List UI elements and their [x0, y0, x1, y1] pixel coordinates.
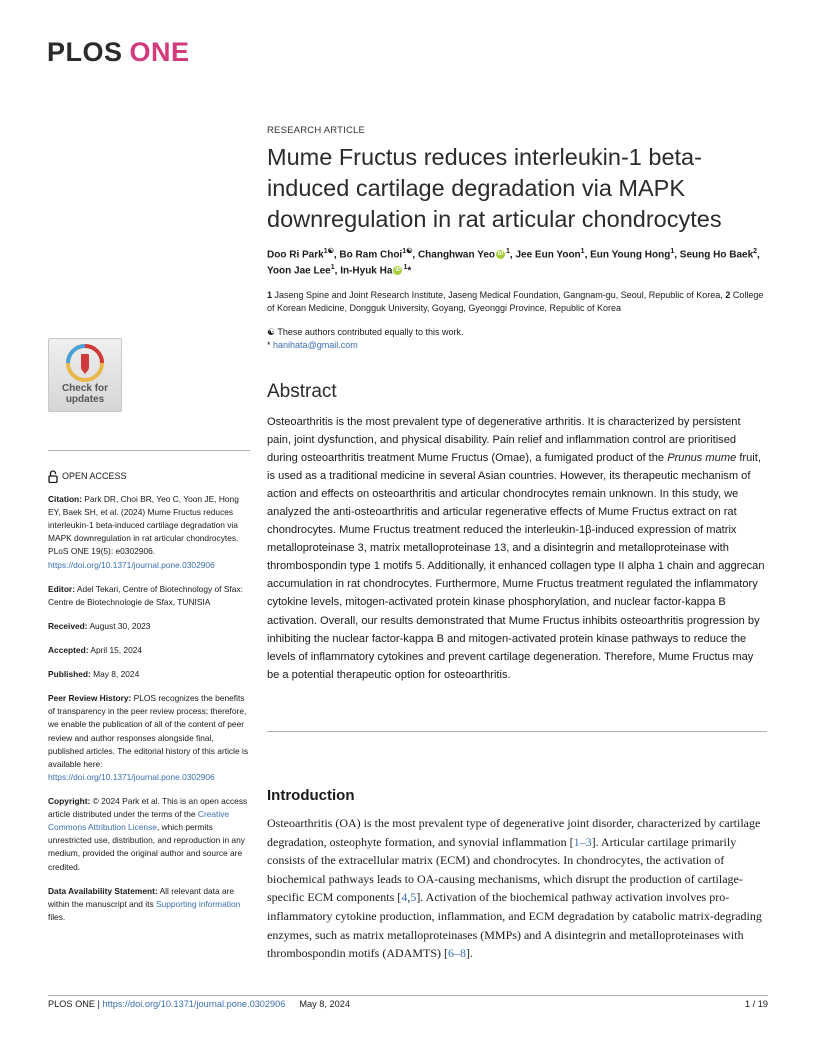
affiliation-2-number: 2 [725, 289, 731, 300]
footer-doi-link[interactable]: https://doi.org/10.1371/journal.pone.0302906 [102, 999, 286, 1009]
crossmark-icon [66, 344, 104, 382]
intro-text: ]. Activation of the biochemical pathway activation involves pro-inflammatory cytokine production, inflammation, and ECM degradation by catabolic matrix-degrading enzymes, such as matrix metalloproteinases (MMPs) and A disintegrin and metalloproteinases with thrombospondin motifs (ADAMTS) [ [267, 890, 762, 961]
peer-review-block [48, 692, 250, 784]
accepted-label: Accepted: [48, 645, 89, 656]
abstract-heading: Abstract [267, 380, 337, 402]
article-type: RESEARCH ARTICLE [267, 125, 366, 136]
published-block [48, 668, 250, 681]
data-availability-block [48, 885, 250, 924]
journal-logo[interactable] [47, 37, 190, 68]
accepted-block [48, 644, 250, 657]
intro-text: ]. [466, 946, 473, 961]
reference-link[interactable]: 5 [410, 890, 417, 905]
author-name: Eun Young Hong [590, 249, 671, 261]
author-affiliation-marker: 2 [753, 248, 758, 256]
copyright-label: Copyright: [48, 796, 91, 806]
data-availability-text: All relevant data are within the manuscript and its [48, 885, 235, 909]
introduction-section [267, 787, 767, 963]
published-date: May 8, 2024 [93, 669, 140, 680]
logo-plos: PLOS [47, 37, 123, 67]
affiliation-2: College of Korean Medicine, Dongguk University, Goyang, Gyeonggi Province, Republic of Korea [267, 289, 764, 314]
affiliation-1-number: 1 [267, 289, 273, 300]
author-name: Doo Ri Park [267, 249, 324, 261]
article-sidebar [48, 338, 250, 935]
affiliation-1: Jaseng Spine and Joint Research Institute, Jaseng Medical Foundation, Gangnam-gu, Seoul, Republic of Korea, [274, 289, 723, 300]
author-name: Seung Ho Baek [679, 249, 754, 261]
intro-text: Osteoarthritis (OA) is the most prevalent type of degenerative joint disorder, characterized by cartilage degradation, osteophyte formation, and synovial inflammation [ [267, 816, 761, 849]
author-name: Bo Ram Choi [339, 249, 403, 261]
abstract-divider [267, 731, 767, 732]
author-affiliation-marker: 1 [580, 248, 585, 256]
author-name: Changhwan Yeo [417, 249, 495, 261]
affiliations [267, 289, 767, 316]
copyright-text-end: , which permits unrestricted use, distribution, and reproduction in any medium, provided the original author and source are credited. [48, 822, 245, 872]
abstract-part-1: Osteoarthritis is the most prevalent type of degenerative arthritis. It is characterized by persistent pain, joint dysfunction, and physical disability. Pain relief and inflammation control are prioritised during osteoarthritis treatment Mume Fructus (Omae), a fumigated product of the [267, 415, 741, 464]
page-number: 1 / 19 [745, 999, 768, 1009]
author-affiliation-marker: 1☯ [402, 248, 413, 256]
footer-left [48, 999, 350, 1009]
citation-text: Park DR, Choi BR, Yeo C, Yoon JE, Hong EY, Baek SH, et al. (2024) Mume Fructus reduces interleukin-1 beta-induced cartilage degradation via MAPK downregulation in rat articular chondrocytes. PLoS ONE 19(5): e0302906. [48, 494, 239, 557]
citation-label: Citation: [48, 494, 82, 505]
intro-text: , [407, 890, 411, 905]
author-name: In-Hyuk Ha [340, 265, 393, 277]
accepted-date: April 15, 2024 [90, 645, 143, 656]
check-for-updates-badge[interactable] [48, 338, 122, 412]
author-name: Jee Eun Yoon [515, 249, 581, 261]
intro-text: ]. Articular cartilage primarily consists of the extracellular matrix (ECM) and chondrocytes. In chondrocytes, the activation of biochemical pathways leads to OA-causing mechanisms, which disrupt the production of cartilage-specific ECM components [ [267, 834, 743, 905]
peer-review-text: PLOS recognizes the benefits of transparency in the peer review process; therefore, we enable the publication of all of the content of peer review and author responses alongside final, published articles. The editorial history of this article is available here: [48, 693, 249, 769]
peer-review-label: Peer Review History: [48, 693, 132, 704]
introduction-paragraph [267, 814, 767, 963]
author-affiliation-marker: 1☯ [323, 248, 334, 256]
author-name: Yoon Jae Lee [267, 265, 331, 277]
introduction-heading: Introduction [267, 787, 355, 804]
open-access-text: OPEN ACCESS [62, 471, 127, 481]
orcid-icon[interactable]: iD [395, 267, 401, 274]
footer-divider [48, 995, 768, 996]
received-block [48, 620, 250, 633]
reference-link[interactable]: 6–8 [448, 946, 466, 961]
data-availability-text-end: files. [48, 911, 66, 922]
license-link[interactable]: Creative Commons Attribution License [48, 809, 230, 833]
corresponding-marker: * [407, 265, 412, 277]
badge-line-1: Check for [61, 383, 109, 394]
footer-journal: PLOS ONE | [48, 999, 100, 1009]
editor-text: Adel Tekari, Centre of Biotechnology of Sfax: Centre de Biotechnologie de Sfax, TUNISIA [48, 583, 243, 607]
editor-label: Editor: [48, 583, 75, 594]
article-title: Mume Fructus reduces interleukin-1 beta-induced cartilage degradation via MAPK downregulation in rat articular chondrocytes [267, 144, 722, 233]
author-affiliation-marker: 1 [330, 263, 335, 271]
peer-review-link[interactable]: https://doi.org/10.1371/journal.pone.0302906 [48, 771, 215, 782]
orcid-icon[interactable]: iD [497, 251, 504, 258]
citation-doi-link[interactable]: https://doi.org/10.1371/journal.pone.0302906 [48, 559, 215, 570]
badge-line-2: updates [65, 394, 105, 405]
open-access-label [48, 469, 250, 483]
received-date: August 30, 2023 [89, 620, 151, 631]
corresponding-author [267, 339, 767, 353]
data-availability-label: Data Availability Statement: [48, 885, 158, 896]
equal-contribution-note: ☯ These authors contributed equally to this work. [267, 326, 464, 337]
abstract-text [267, 413, 767, 684]
editor-block [48, 583, 250, 609]
abstract-part-2: fruit, is used as a traditional medicine in several Asian countries. However, its therapeutic mechanism of action and effects on osteoarthritis and articular chondrocytes remain unknown. In this study, we analyzed the anti-osteoarthritis and articular regenerative effects of Mume Fructus extract on rat chondrocytes. Mume Fructus treatment reduced the interleukin-1β-induced expression of matrix metalloproteinase 3, matrix metalloproteinase 13, and a disintegrin and metalloproteinase with thrombospondin type 1 motifs 5. Additionally, it enhanced collagen type II alpha 1 chain and aggrecan accumulation in rat chondrocytes. Furthermore, Mume Fructus treatment regulated the inflammatory cytokine levels, mitogen-activated protein kinase phosphorylation, and nuclear factor-kappa B activation. Overall, our results demonstrated that Mume Fructus inhibits osteoarthritis progression by inhibiting the nuclear factor-kappa B and mitogen-activated protein kinase pathways to reduce the levels of inflammatory cytokines and prevent cartilage degeneration. Therefore, Mume Fructus may be a potential therapeutic option for osteoarthritis. [267, 451, 765, 681]
copyright-block [48, 795, 250, 874]
author-affiliation-marker: 1 [506, 248, 510, 256]
author-list: Doo Ri Park$^{1☯}$, Bo Ram Choi$^{1☯}$, Changhwan Yeo iD $^1$, Jee Eun Yoon$^1$, Eun Young Hong$^1$, Seung Ho Baek$^2$, Yoon Jae Lee$^1$, In-Hyuk Ha iD $^1$* [267, 248, 760, 277]
sidebar-divider [48, 450, 250, 451]
copyright-text: © 2024 Park et al. This is an open access article distributed under the terms of the [48, 796, 248, 820]
logo-one: ONE [129, 37, 190, 67]
corresponding-email-link[interactable]: hanihata@gmail.com [273, 340, 358, 351]
footer-date: May 8, 2024 [299, 999, 350, 1009]
article-header [267, 125, 767, 684]
check-for-updates-label [49, 383, 121, 405]
author-affiliation-marker: 1 [403, 263, 408, 271]
citation-block [48, 493, 250, 572]
reference-link[interactable]: 1–3 [573, 834, 592, 849]
abstract-species: Prunus mume [667, 451, 737, 464]
open-lock-icon [48, 470, 58, 483]
corresponding-star: * [267, 340, 271, 351]
page-footer [48, 999, 768, 1009]
supporting-information-link[interactable]: Supporting information [156, 898, 241, 909]
author-notes [267, 326, 767, 353]
reference-link[interactable]: 4 [401, 890, 408, 905]
received-label: Received: [48, 620, 88, 631]
author-affiliation-marker: 1 [670, 248, 675, 256]
published-label: Published: [48, 669, 91, 680]
